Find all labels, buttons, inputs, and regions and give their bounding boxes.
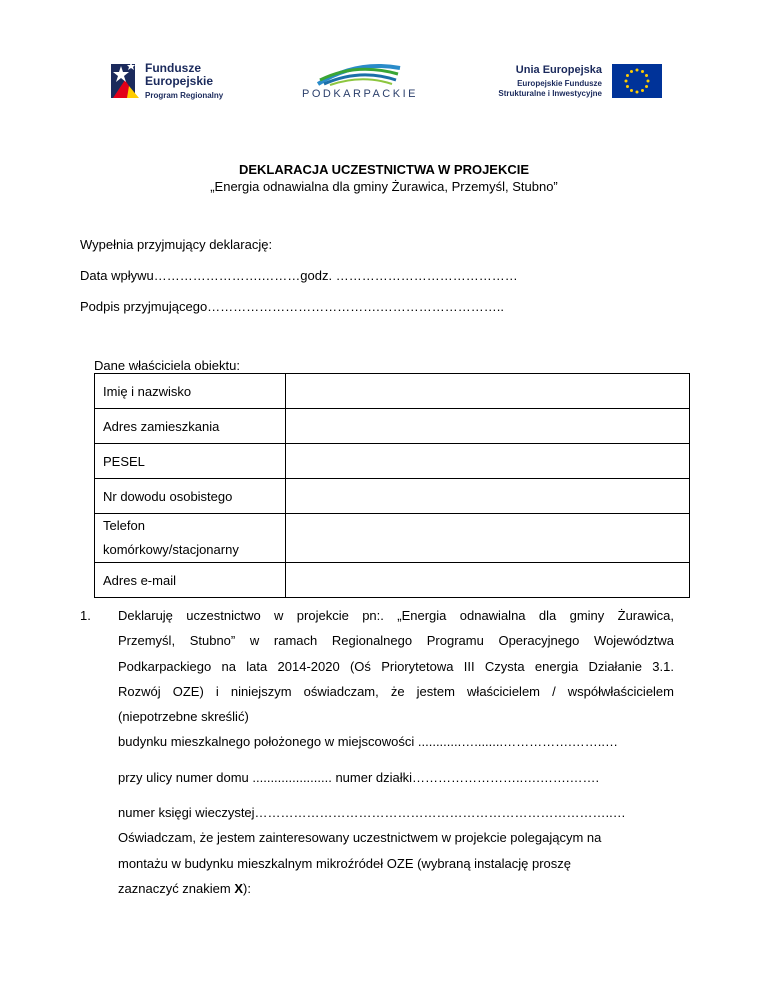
eu-star-icon [645, 85, 648, 88]
table-row [95, 514, 690, 563]
table-row [95, 374, 690, 409]
mark-instruction: zaznaczyć znakiem [118, 880, 235, 896]
eu-star-icon [626, 85, 629, 88]
fe-line1: Fundusze [145, 61, 201, 75]
fe-line2: Europejskie [145, 74, 214, 88]
declaration-line [118, 876, 674, 901]
declaration-line: Przemyśl, Stubno” w ramach Regionalnego Programu Operacyjnego Województwa [118, 633, 674, 649]
field-email[interactable] [286, 563, 690, 598]
declaration-line: Rozwój OZE) i niniejszym oświadczam, że jestem właścicielem / współwłaścicielem [118, 683, 674, 699]
mark-instruction-end: ): [243, 880, 251, 896]
document-subtitle: „Energia odnawialna dla gminy Żurawica, Przemyśl, Stubno” [210, 179, 558, 194]
fe-line3: Program Regionalny [145, 91, 224, 100]
table-row [95, 479, 690, 514]
field-pesel[interactable] [286, 444, 690, 479]
fe-name [145, 62, 213, 88]
eu-star-icon [626, 74, 629, 77]
eu-line3: Strukturalne i Inwestycyjne [498, 89, 602, 98]
table-row [95, 409, 690, 444]
mark-symbol: X [234, 880, 243, 896]
phone-label-line2: komórkowy/stacjonarny [103, 542, 239, 557]
eu-logo [496, 64, 662, 104]
field-phone[interactable] [286, 514, 690, 563]
declaration-line: Oświadczam, że jestem zainteresowany uczestnictwem w projekcie polegającym na [118, 830, 602, 846]
location-line[interactable]: budynku mieszkalnego położonego w miejscowości ............…........…………….……..… [118, 734, 618, 750]
signature-line[interactable]: Podpis przyjmującego………………………………….……………………….. [80, 299, 505, 314]
fe-star-icon [109, 58, 141, 100]
declaration-line: montażu w budynku mieszkalnym mikroźródeł OZE (wybraną instalację proszę [118, 855, 572, 871]
declaration-item [80, 603, 674, 901]
row-label-address: Adres zamieszkania [95, 409, 286, 444]
eu-line2: Europejskie Fundusze [517, 79, 602, 88]
row-label-email: Adres e-mail [95, 563, 286, 598]
eu-star-icon [641, 70, 644, 73]
eu-star-icon [641, 89, 644, 92]
declaration-line: Podkarpackiego na lata 2014-2020 (Oś Priorytetowa III Czysta energia Działanie 3.1. [118, 658, 674, 674]
podkarpackie-logo [298, 58, 422, 104]
row-label-name: Imię i nazwisko [95, 374, 286, 409]
row-label-pesel: PESEL [95, 444, 286, 479]
land-register-line[interactable]: numer księgi wieczystej………………………………………………………………………..… [118, 805, 626, 821]
declaration-body [118, 603, 674, 901]
pk-hills-icon [316, 58, 402, 86]
item-number: 1. [80, 608, 91, 623]
declaration-line: Deklaruję uczestnictwo w projekcie pn:. „Energia odnawialna dla gminy Żurawica, [118, 608, 674, 623]
street-plot-line[interactable]: przy ulicy numer domu ...................... numer działki……………………..….…….……. [118, 769, 600, 785]
table-row [95, 444, 690, 479]
row-label-phone [95, 514, 286, 563]
row-label-id-number: Nr dowodu osobistego [95, 479, 286, 514]
filled-by-label: Wypełnia przyjmujący deklarację: [80, 237, 273, 252]
eu-star-icon [645, 74, 648, 77]
field-address[interactable] [286, 409, 690, 444]
field-name[interactable] [286, 374, 690, 409]
eu-star-icon [647, 80, 650, 83]
document-title: DEKLARACJA UCZESTNICTWA W PROJEKCIE [238, 162, 530, 177]
eu-subtitle [498, 79, 602, 99]
owner-data-table [94, 373, 690, 598]
eu-star-icon [625, 80, 628, 83]
eu-star-icon [636, 91, 639, 94]
table-row [95, 563, 690, 598]
fundusze-europejskie-logo [109, 58, 239, 104]
phone-label-line1: Telefon [103, 518, 145, 533]
field-id-number[interactable] [286, 479, 690, 514]
eu-flag-icon [612, 64, 662, 98]
declaration-line: (niepotrzebne skreślić) [118, 709, 249, 725]
eu-line1: Unia Europejska [515, 64, 602, 76]
owner-section-label: Dane właściciela obiektu: [94, 358, 240, 373]
date-line[interactable]: Data wpływu…………………….………godz. …………………………………… [80, 268, 518, 283]
pk-text: PODKARPACKIE [302, 88, 418, 100]
eu-star-icon [630, 89, 633, 92]
eu-star-icon [636, 69, 639, 72]
eu-star-icon [630, 70, 633, 73]
